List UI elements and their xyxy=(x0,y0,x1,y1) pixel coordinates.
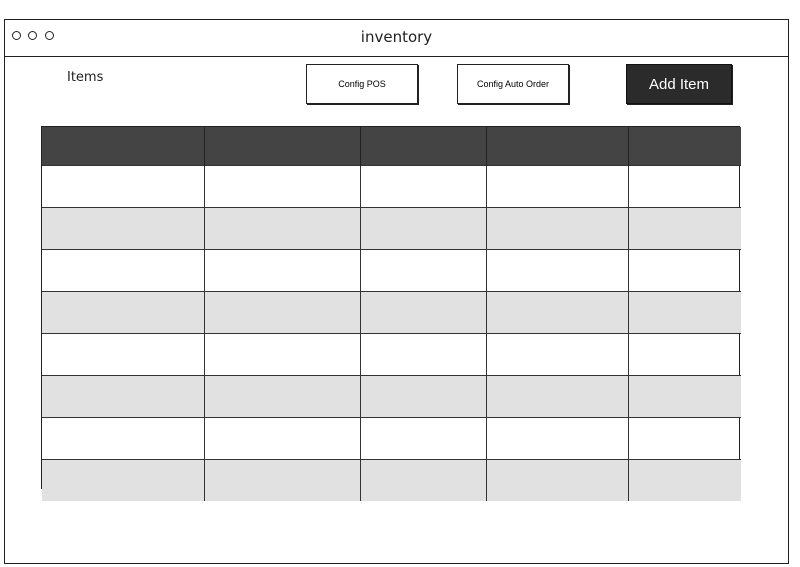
table-cell[interactable] xyxy=(42,334,204,376)
table-cell[interactable] xyxy=(360,460,486,502)
table-cell[interactable] xyxy=(486,166,628,208)
table-cell[interactable] xyxy=(360,418,486,460)
table-row[interactable] xyxy=(42,292,741,334)
table-row[interactable] xyxy=(42,376,741,418)
items-label: Items xyxy=(67,70,104,85)
table-cell[interactable] xyxy=(204,208,360,250)
table-cell[interactable] xyxy=(628,166,741,208)
config-pos-button[interactable]: Config POS xyxy=(306,64,418,104)
table-cell[interactable] xyxy=(204,460,360,502)
table-cell[interactable] xyxy=(486,292,628,334)
table-cell[interactable] xyxy=(628,292,741,334)
add-item-button[interactable]: Add Item xyxy=(626,64,732,104)
table-cell[interactable] xyxy=(628,208,741,250)
table-cell[interactable] xyxy=(204,250,360,292)
table-cell[interactable] xyxy=(628,250,741,292)
table-cell[interactable] xyxy=(204,418,360,460)
table-cell[interactable] xyxy=(204,166,360,208)
table-cell[interactable] xyxy=(204,334,360,376)
table-cell[interactable] xyxy=(486,376,628,418)
items-table xyxy=(41,126,740,489)
table-cell[interactable] xyxy=(204,376,360,418)
table-cell[interactable] xyxy=(628,418,741,460)
table-row[interactable] xyxy=(42,208,741,250)
table-cell[interactable] xyxy=(360,208,486,250)
table-cell[interactable] xyxy=(360,166,486,208)
table-cell[interactable] xyxy=(42,208,204,250)
table-cell[interactable] xyxy=(628,376,741,418)
table-row[interactable] xyxy=(42,250,741,292)
table-header-row xyxy=(42,127,741,166)
column-header[interactable] xyxy=(628,127,741,166)
table-row[interactable] xyxy=(42,418,741,460)
table-row[interactable] xyxy=(42,334,741,376)
table-cell[interactable] xyxy=(204,292,360,334)
config-auto-order-button[interactable]: Config Auto Order xyxy=(457,64,569,104)
table-cell[interactable] xyxy=(42,166,204,208)
table-cell[interactable] xyxy=(360,250,486,292)
column-header[interactable] xyxy=(42,127,204,166)
window-title: inventory xyxy=(360,28,433,46)
table-cell[interactable] xyxy=(360,376,486,418)
table-cell[interactable] xyxy=(42,418,204,460)
column-header[interactable] xyxy=(486,127,628,166)
column-header[interactable] xyxy=(360,127,486,166)
title-bar xyxy=(5,20,788,57)
table-cell[interactable] xyxy=(42,460,204,502)
column-header[interactable] xyxy=(204,127,360,166)
table-cell[interactable] xyxy=(628,460,741,502)
table-cell[interactable] xyxy=(42,292,204,334)
table-cell[interactable] xyxy=(486,334,628,376)
table-row[interactable] xyxy=(42,166,741,208)
table-cell[interactable] xyxy=(486,418,628,460)
table-cell[interactable] xyxy=(360,334,486,376)
table-cell[interactable] xyxy=(360,292,486,334)
table-cell[interactable] xyxy=(486,250,628,292)
table-cell[interactable] xyxy=(42,376,204,418)
table-row[interactable] xyxy=(42,460,741,502)
table-cell[interactable] xyxy=(486,208,628,250)
table-cell[interactable] xyxy=(628,334,741,376)
table-cell[interactable] xyxy=(42,250,204,292)
table-cell[interactable] xyxy=(486,460,628,502)
